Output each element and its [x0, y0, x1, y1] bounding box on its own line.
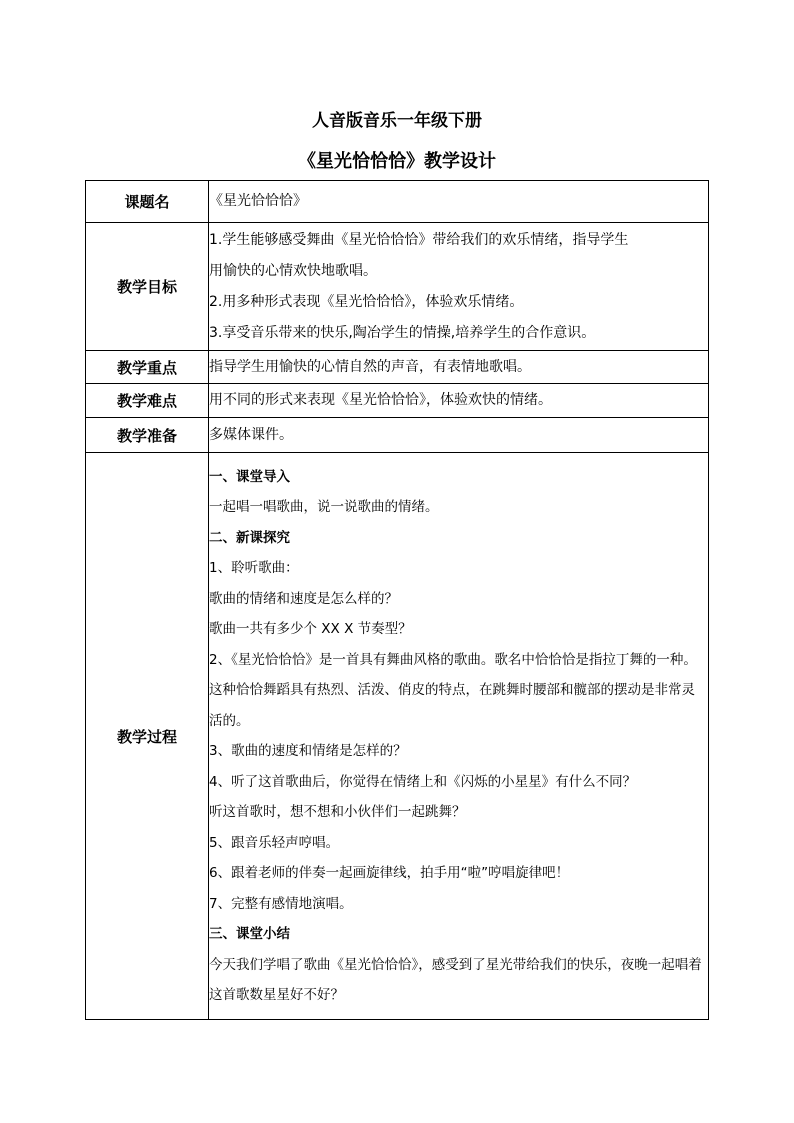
process-line: 听这首歌时，想不想和小伙伴们一起跳舞？ — [209, 804, 466, 820]
table-row-process — [86, 453, 709, 1020]
process-line: 歌曲的情绪和速度是怎么样的？ — [209, 590, 398, 607]
difficulty-label: 教学难点 — [86, 384, 209, 418]
process-paragraph: 今天我们学唱了歌曲《星光恰恰恰》，感受到了星光带给我们的快乐，夜晚一起唱着这首歌数星星好不好？ — [209, 956, 702, 1003]
table-row-topic — [86, 181, 709, 223]
process-paragraph: 2、《星光恰恰恰》是一首具有舞曲风格的歌曲。歌名中恰恰恰是指拉丁舞的一种。这种恰恰舞蹈具有热烈、活泼、俏皮的特点，在跳舞时腰部和髋部的摆动是非常灵活的。 — [209, 651, 697, 729]
process-line: 7、完整有感情地演唱。 — [209, 895, 353, 912]
topic-label: 课题名 — [86, 181, 209, 223]
process-label: 教学过程 — [86, 453, 209, 1020]
process-line: 4、听了这首歌曲后，你觉得在情绪上和《闪烁的小星星》有什么不同？ — [209, 773, 637, 790]
objective-line: 用愉快的心情欢快地歌唱。 — [209, 262, 377, 279]
process-value — [209, 453, 709, 1020]
section-title: 二、新课探究 — [209, 529, 290, 546]
process-line: 5、跟音乐轻声哼唱。 — [209, 834, 340, 851]
process-line: 1、聆听歌曲： — [209, 560, 299, 576]
key-point-value — [209, 351, 709, 384]
process-line: 歌曲一共有多少个 XX X 节奏型？ — [209, 621, 412, 637]
document-subtitle: 《星光恰恰恰》教学设计 — [298, 151, 496, 172]
objective-line: 1.学生能够感受舞曲《星光恰恰恰》带给我们的欢乐情绪，指导学生 — [209, 231, 629, 248]
preparation-text: 多媒体课件。 — [209, 426, 293, 443]
table-row-key-point — [86, 351, 709, 384]
key-point-label: 教学重点 — [86, 351, 209, 384]
difficulty-value — [209, 384, 709, 418]
objectives-label: 教学目标 — [86, 223, 209, 351]
objective-line: 2.用多种形式表现《星光恰恰恰》，体验欢乐情绪。 — [209, 293, 524, 310]
preparation-label: 教学准备 — [86, 418, 209, 453]
section-title: 三、课堂小结 — [209, 926, 290, 942]
process-line: 6、跟着老师的伴奏一起画旋律线，拍手用“啦”哼唱旋律吧！ — [209, 865, 570, 881]
topic-text: 《星光恰恰恰》 — [209, 193, 307, 209]
difficulty-text: 用不同的形式来表现《星光恰恰恰》，体验欢快的情绪。 — [209, 392, 552, 408]
objectives-value — [209, 223, 709, 351]
table-row-difficulty — [86, 384, 709, 418]
document-title: 人音版音乐一年级下册 — [312, 111, 482, 131]
table-row-objectives — [86, 223, 709, 351]
objective-line: 3.享受音乐带来的快乐,陶冶学生的情操,培养学生的合作意识。 — [209, 324, 596, 341]
process-line: 一起唱一唱歌曲，说一说歌曲的情绪。 — [209, 499, 439, 515]
process-line: 3、歌曲的速度和情绪是怎样的？ — [209, 743, 407, 759]
topic-value — [209, 181, 709, 223]
section-title: 一、课堂导入 — [209, 468, 290, 485]
lesson-plan-table — [85, 180, 709, 1020]
key-point-text: 指导学生用愉快的心情自然的声音，有表情地歌唱。 — [209, 358, 531, 375]
table-row-preparation — [86, 418, 709, 453]
preparation-value — [209, 418, 709, 453]
